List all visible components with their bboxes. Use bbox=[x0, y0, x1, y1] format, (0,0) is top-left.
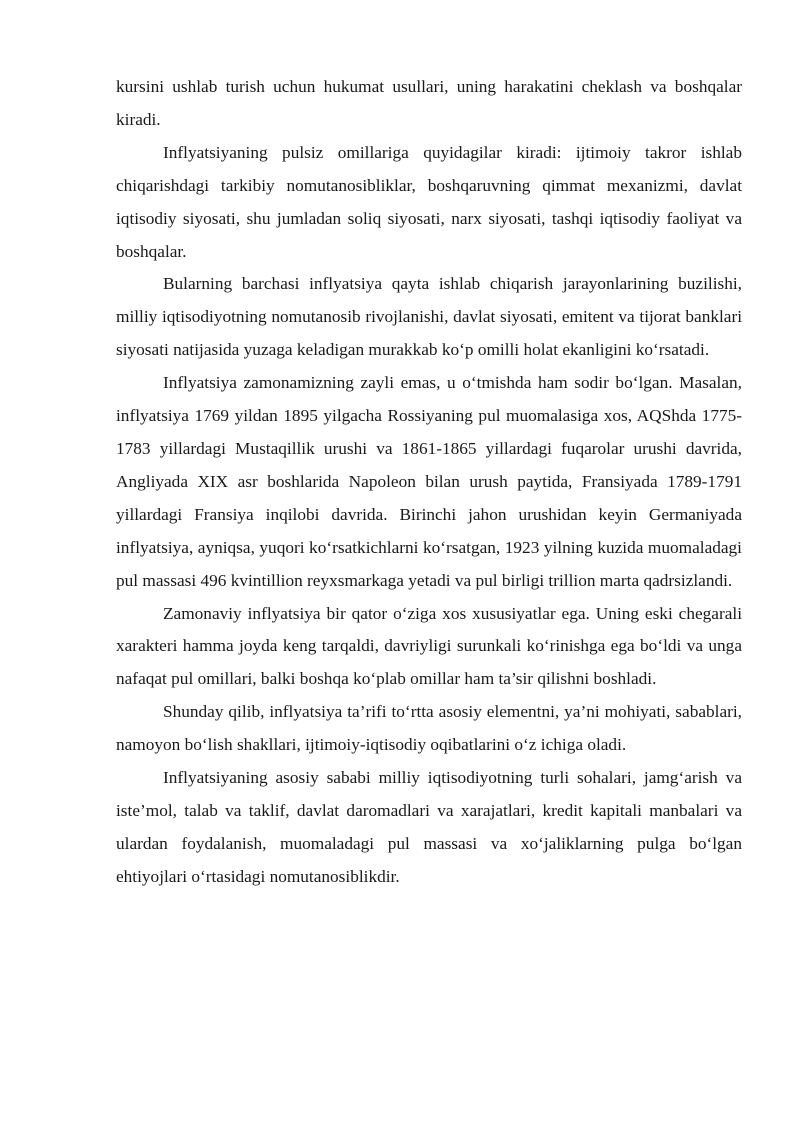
paragraph-main-cause: Inflyatsiyaning asosiy sababi milliy iqtisodiyotning turli sohalari, jamg‘arish va iste’mol, talab va taklif, davlat daromadlari va xarajatlari, kredit kapitali manbalari va ulardan foydalanish, muomaladagi pul massasi va xo‘jaliklarning pulga bo‘lgan ehtiyojlari o‘rtasidagi nomutanosiblikdir. bbox=[116, 768, 742, 886]
paragraph-modern-inflation: Zamonaviy inflyatsiya bir qator o‘ziga xos xususiyatlar ega. Uning eski chegarali xarakteri hamma joyda keng tarqaldi, davriyligi surunkali ko‘rinishga ega bo‘ldi va unga nafaqat pul omillari, balki boshqa ko‘plab omillar ham ta’sir qilishni boshladi. bbox=[116, 603, 742, 689]
document-page bbox=[116, 71, 742, 894]
paragraph-history: Inflyatsiya zamonamizning zayli emas, u o‘tmishda ham sodir bo‘lgan. Masalan, inflyatsiya 1769 yildan 1895 yilgacha Rossiyaning pul muomalasiga xos, AQShda 1775-1783 yillardagi Mustaqillik urushi va 1861-1865 yillardagi fuqarolar urushi davrida, Angliyada XIX asr boshlarida Napoleon bilan urush paytida, Fransiyada 1789-1791 yillardagi Fransiya inqilobi davrida. Birinchi jahon urushidan keyin Germaniyada inflyatsiya, ayniqsa, yuqori ko‘rsatkichlarni ko‘rsatgan, 1923 yilning kuzida muomaladagi pul massasi 496 kvintillion reyxsmarkaga yetadi va pul birligi trillion marta qadrsizlandi. bbox=[116, 373, 742, 590]
paragraph-complex-state: Bularning barchasi inflyatsiya qayta ishlab chiqarish jarayonlarining buzilishi, milliy iqtisodiyotning nomutanosib rivojlanishi, davlat siyosati, emitent va tijorat banklari siyosati natijasida yuzaga keladigan murakkab ko‘p omilli holat ekanligini ko‘rsatadi. bbox=[116, 274, 742, 360]
paragraph-continuation: kursini ushlab turish uchun hukumat usullari, uning harakatini cheklash va boshqalar kiradi. bbox=[116, 77, 742, 129]
paragraph-definition: Shunday qilib, inflyatsiya ta’rifi to‘rtta asosiy elementni, ya’ni mohiyati, sabablari, namoyon bo‘lish shakllari, ijtimoiy-iqtisodiy oqibatlarini o‘z ichiga oladi. bbox=[116, 702, 742, 755]
paragraph-non-monetary-factors: Inflyatsiyaning pulsiz omillariga quyidagilar kiradi: ijtimoiy takror ishlab chiqarishdagi tarkibiy nomutanosibliklar, boshqaruvning qimmat mexanizmi, davlat iqtisodiy siyosati, shu jumladan soliq siyosati, narx siyosati, tashqi iqtisodiy faoliyat va boshqalar. bbox=[116, 142, 742, 261]
